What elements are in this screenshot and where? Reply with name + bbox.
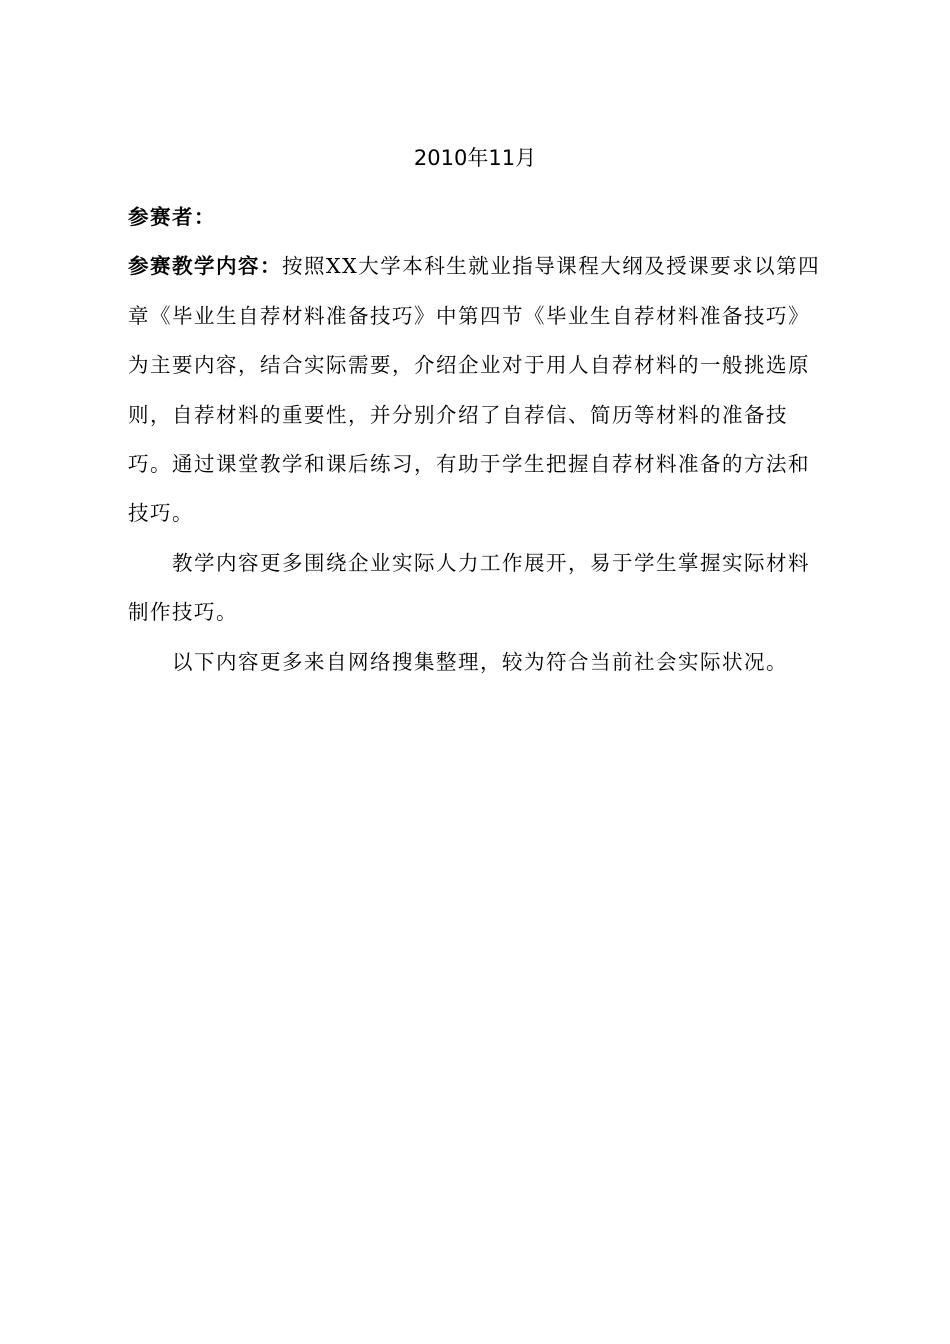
participant-line xyxy=(128,193,828,242)
participant-label: 参赛者： xyxy=(128,205,216,229)
paragraph-hr-focus: 教学内容更多围绕企业实际人力工作展开，易于学生掌握实际材料制作技巧。 xyxy=(128,550,810,625)
teaching-content-paragraph xyxy=(128,242,828,538)
document-body xyxy=(128,193,828,687)
teaching-content-text: 按照XX大学本科生就业指导课程大纲及授课要求以第四章《毕业生自荐材料准备技巧》中第四节《毕业生自荐材料准备技巧》为主要内容，结合实际需要，介绍企业对于用人自荐材料的一般挑选原则，自荐材料的重要性，并分别介绍了自荐信、简历等材料的准备技巧。通过课堂教学和课后练习，有助于学生把握自荐材料准备的方法和技巧。 xyxy=(128,254,821,526)
teaching-content-label: 参赛教学内容： xyxy=(128,254,282,279)
paragraph-source-note: 以下内容更多来自网络搜集整理，较为符合当前社会实际状况。 xyxy=(172,649,788,674)
document-date: 2010年11月 xyxy=(413,146,537,170)
